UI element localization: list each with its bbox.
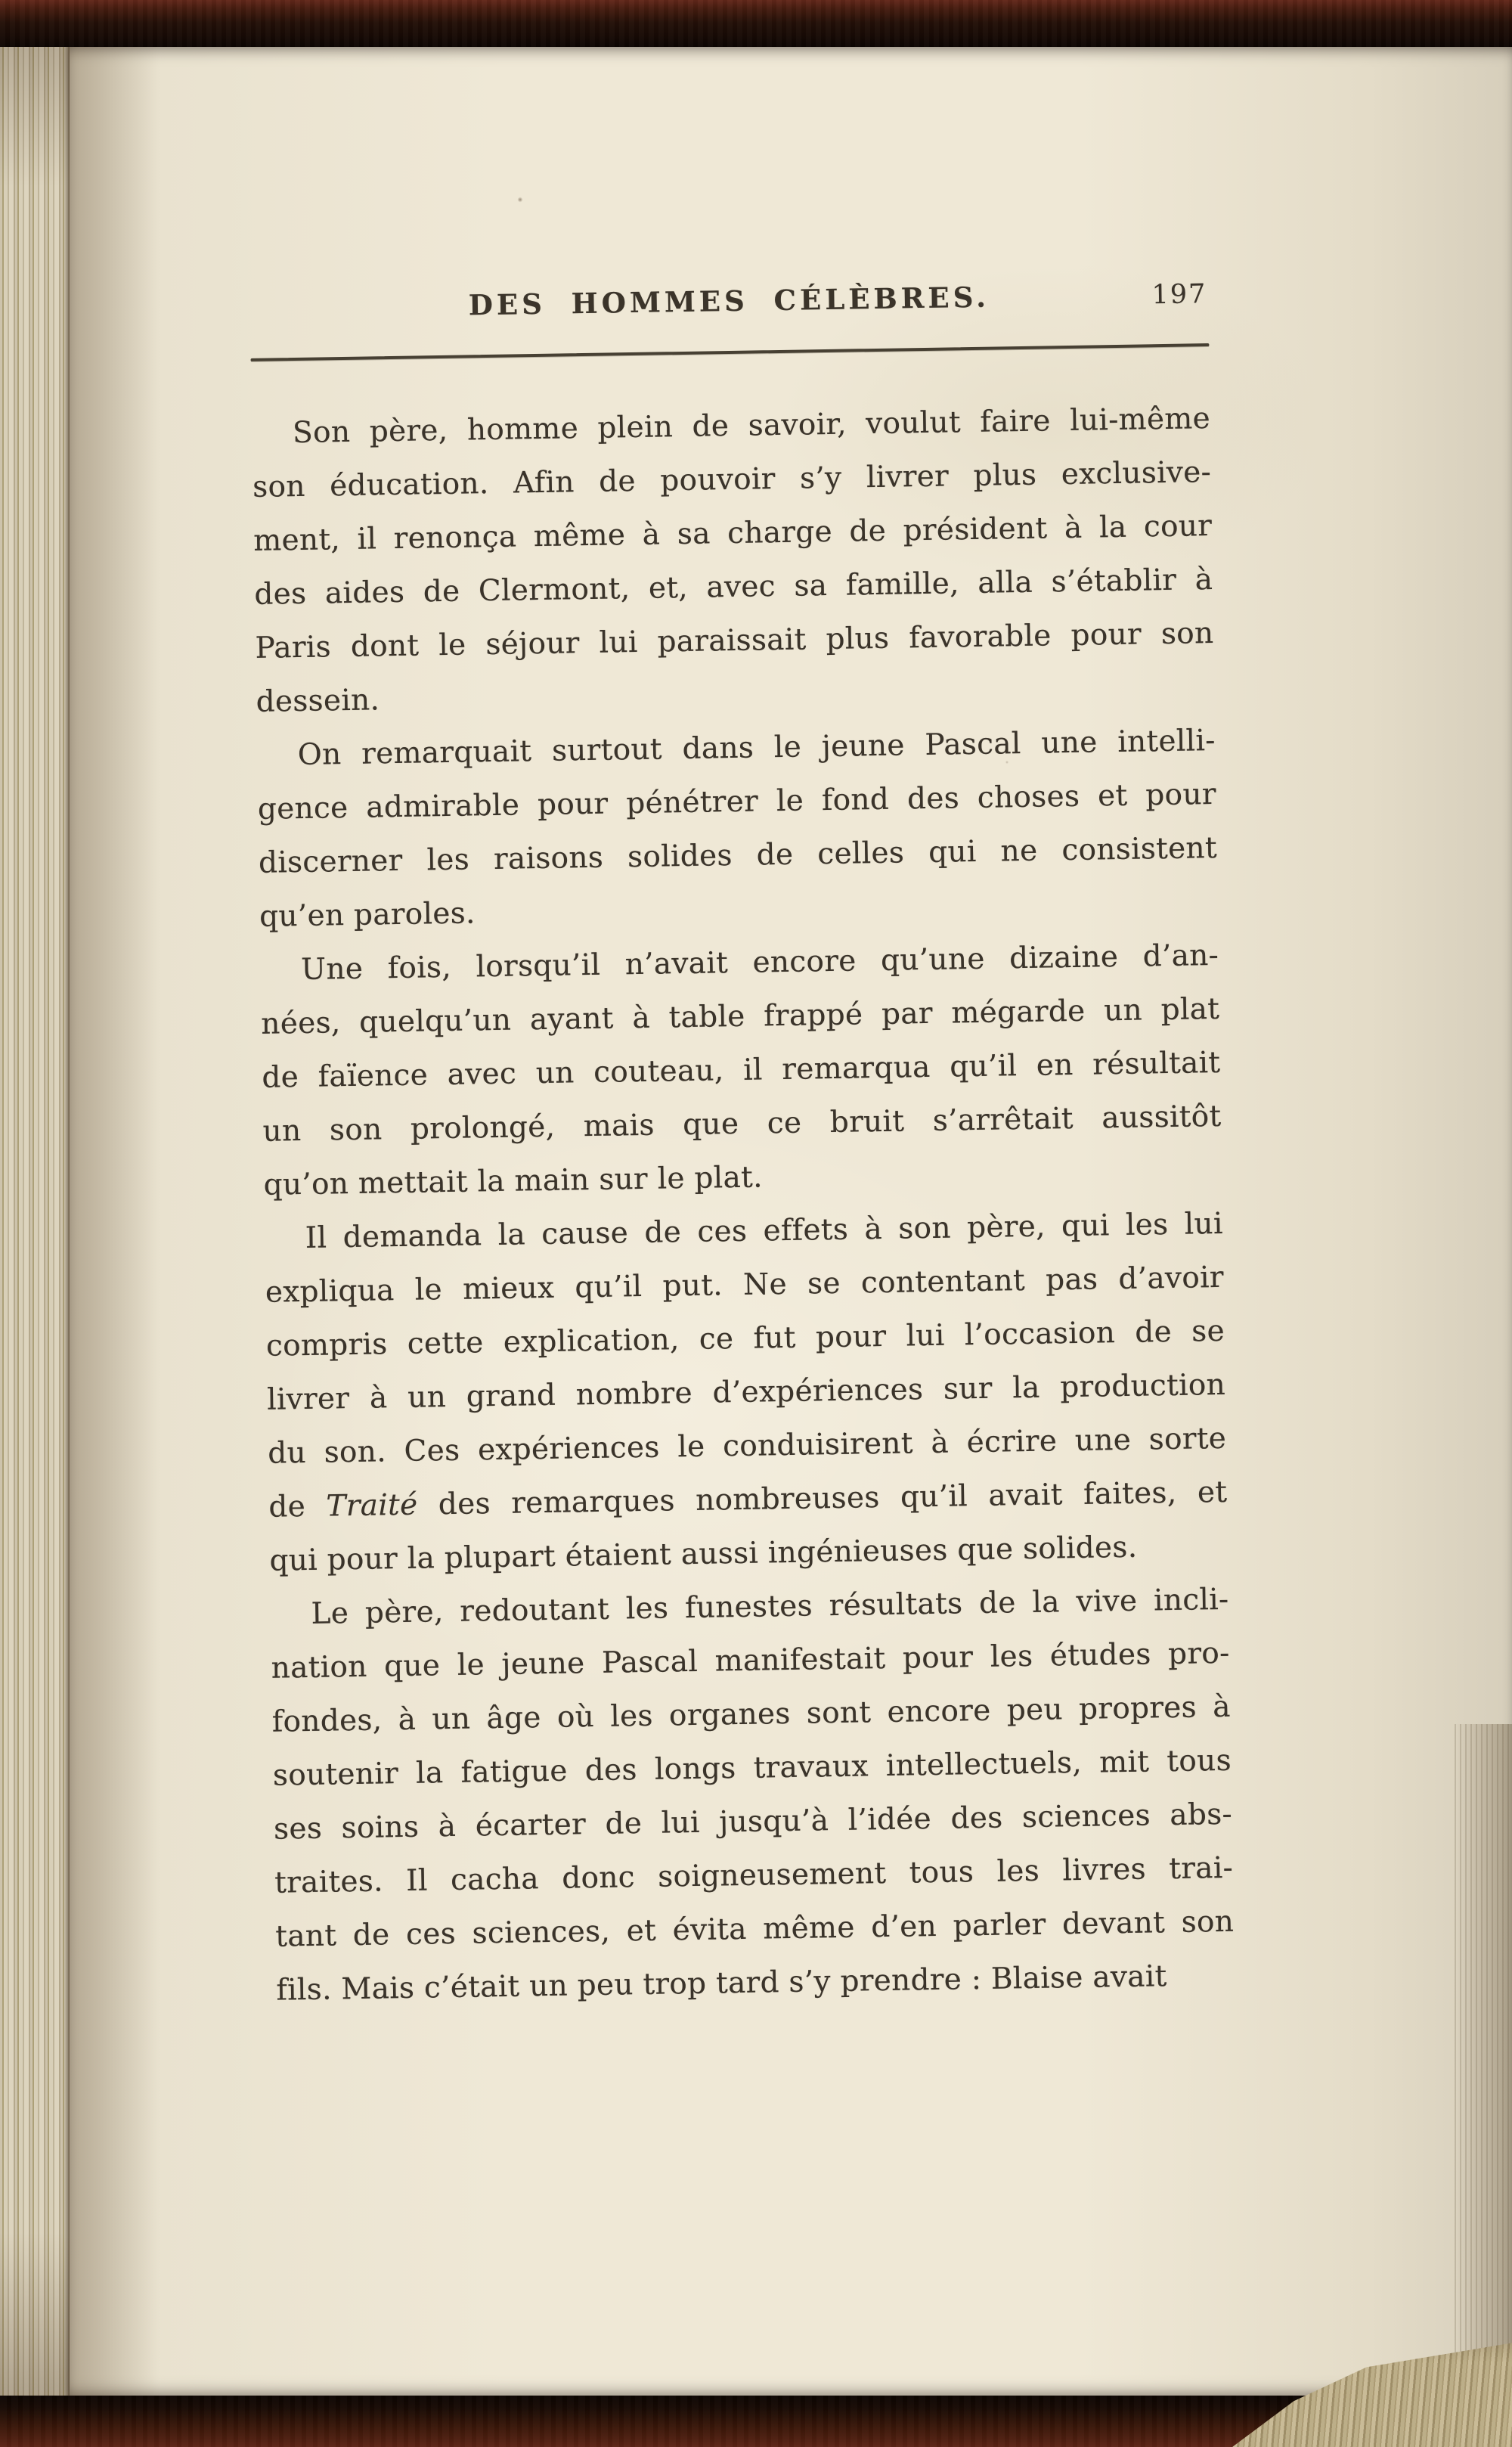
text-segment: de faïence avec un couteau, il remarqua qu’il en résultait xyxy=(262,1045,1221,1095)
text-segment: ses soins à écarter de lui jusqu’à l’idée des sciences abs- xyxy=(273,1797,1233,1847)
text-segment: du son. Ces expériences le conduisirent à écrire une sorte xyxy=(267,1421,1227,1471)
text-segment: Son père, homme plein de savoir, voulut faire lui-même xyxy=(292,402,1211,451)
text-segment: des remarques nombreuses qu’il avait faites, et xyxy=(417,1475,1228,1522)
text-segment: tant de ces sciences, et évita même d’en parler devant son xyxy=(274,1904,1235,1954)
text-segment: un son prolongé, mais que ce bruit s’arrêtait aussitôt xyxy=(262,1099,1222,1149)
paragraph xyxy=(264,1197,1228,1588)
text-segment: Paris dont le séjour lui paraissait plus favorable pour son xyxy=(255,616,1214,665)
text-segment: Il demanda la cause de ces effets à son père, qui les lui xyxy=(305,1206,1224,1255)
text-block xyxy=(252,392,1235,2017)
text-segment: gence admirable pour pénétrer le fond des choses et pour xyxy=(257,777,1217,827)
text-segment: fondes, à un âge où les organes sont encore peu propres à xyxy=(271,1689,1232,1739)
paragraph xyxy=(252,392,1216,729)
text-segment: nées, quelqu’un ayant à table frappé par mégarde un plat xyxy=(261,991,1220,1041)
paragraph xyxy=(260,929,1222,1212)
text-segment: Le père, redoutant les funestes résultats de la vive incli- xyxy=(311,1582,1229,1631)
italic-text-segment: Traité xyxy=(326,1487,418,1524)
paragraph xyxy=(270,1573,1235,2017)
text-segment: nation que le jeune Pascal manifestait pour les études pro- xyxy=(271,1636,1230,1686)
page-number: 197 xyxy=(1151,279,1207,311)
text-segment: des aides de Clermont, et, avec sa famille, alla s’établir à xyxy=(254,562,1213,612)
page-content xyxy=(249,274,1235,2017)
page-edges-right xyxy=(1455,1724,1512,2397)
text-segment: dessein. xyxy=(256,683,380,719)
text-segment: son éducation. Afin de pouvoir s’y livrer plus exclusive- xyxy=(252,455,1212,504)
header-rule xyxy=(251,343,1210,361)
text-segment: compris cette explication, ce fut pour lui l’occasion de se xyxy=(265,1313,1225,1363)
text-segment: soutenir la fatigue des longs travaux intellectuels, mit tous xyxy=(272,1743,1232,1793)
header-title: DES HOMMES CÉLÈBRES. xyxy=(468,280,990,322)
text-segment: expliqua le mieux qu’il put. Ne se contentant pas d’avoir xyxy=(265,1260,1225,1310)
text-segment: discerner les raisons solides de celles qui ne consistent xyxy=(258,830,1218,880)
text-segment: On remarquait surtout dans le jeune Pascal une intelli- xyxy=(297,723,1216,773)
paragraph xyxy=(256,714,1218,944)
page-edges-left xyxy=(0,45,70,2397)
text-segment: qu’on mettait la main sur le plat. xyxy=(263,1160,764,1202)
text-segment: qu’en paroles. xyxy=(259,896,476,934)
text-segment: traites. Il cacha donc soigneusement tous les livres trai- xyxy=(274,1850,1234,1900)
text-segment: livrer à un grand nombre d’expériences sur la production xyxy=(266,1367,1226,1417)
text-segment: fils. Mais c’était un peu trop tard s’y prendre : Blaise avait xyxy=(276,1959,1167,2008)
text-segment: Une fois, lorsqu’il n’avait encore qu’une dizaine d’an- xyxy=(300,938,1219,987)
book-cover-top xyxy=(0,0,1512,47)
text-segment: de xyxy=(268,1489,327,1524)
gutter-shadow xyxy=(70,45,160,2397)
text-segment: ment, il renonça même à sa charge de président à la cour xyxy=(253,509,1213,558)
text-segment: qui pour la plupart étaient aussi ingénieuses que solides. xyxy=(269,1530,1138,1578)
